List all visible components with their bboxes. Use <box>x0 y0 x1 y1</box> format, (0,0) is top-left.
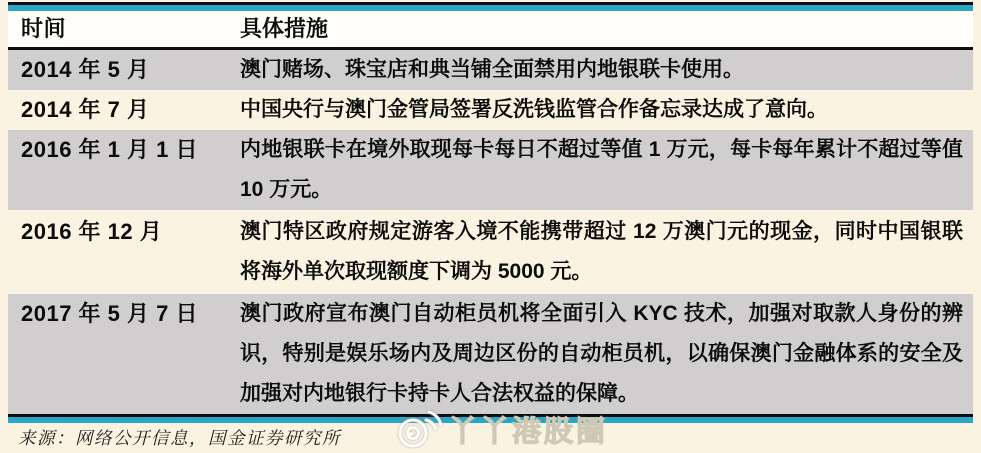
table-header-row <box>8 11 973 47</box>
row-measure-cell: 澳门特区政府规定游客入境不能携带超过 12 万澳门元的现金，同时中国银联将海外单次取现额度下调为 5000 元。 <box>240 220 963 283</box>
column-header-time: 时间 <box>21 16 67 41</box>
row-measure-cell: 澳门政府宣布澳门自动柜员机将全面引入 KYC 技术，加强对取款人身份的辨识，特别是娱乐场内及周边区份的自动柜员机，以确保澳门金融体系的安全及加强对内地银行卡持卡人合法权益的保障。 <box>240 302 963 405</box>
row-time-cell: 2014 年 7 月 <box>21 97 150 122</box>
row-measure-cell: 澳门赌场、珠宝店和典当铺全面禁用内地银联卡使用。 <box>240 58 744 81</box>
table-row <box>8 294 973 414</box>
row-time-cell: 2016 年 1 月 1 日 <box>21 137 198 162</box>
row-time-cell: 2016 年 12 月 <box>21 219 163 244</box>
row-measure-cell: 中国央行与澳门金管局签署反洗钱监管合作备忘录达成了意向。 <box>240 98 828 121</box>
row-time-cell: 2014 年 5 月 <box>21 57 150 82</box>
source-note: 来源：网络公开信息，国金证券研究所 <box>18 428 341 448</box>
table-row <box>8 50 973 90</box>
row-measure-cell: 内地银联卡在境外取现每卡每日不超过等值 1 万元，每卡每年累计不超过等值 10 万元。 <box>240 138 963 201</box>
watermark-text: 丫丫港股圈 <box>448 415 609 448</box>
row-time-cell: 2017 年 5 月 7 日 <box>21 301 198 326</box>
table-row <box>8 90 973 130</box>
table-row <box>8 210 973 294</box>
measures-table <box>8 2 973 423</box>
table-row <box>8 130 973 210</box>
column-header-measure: 具体措施 <box>240 16 329 41</box>
